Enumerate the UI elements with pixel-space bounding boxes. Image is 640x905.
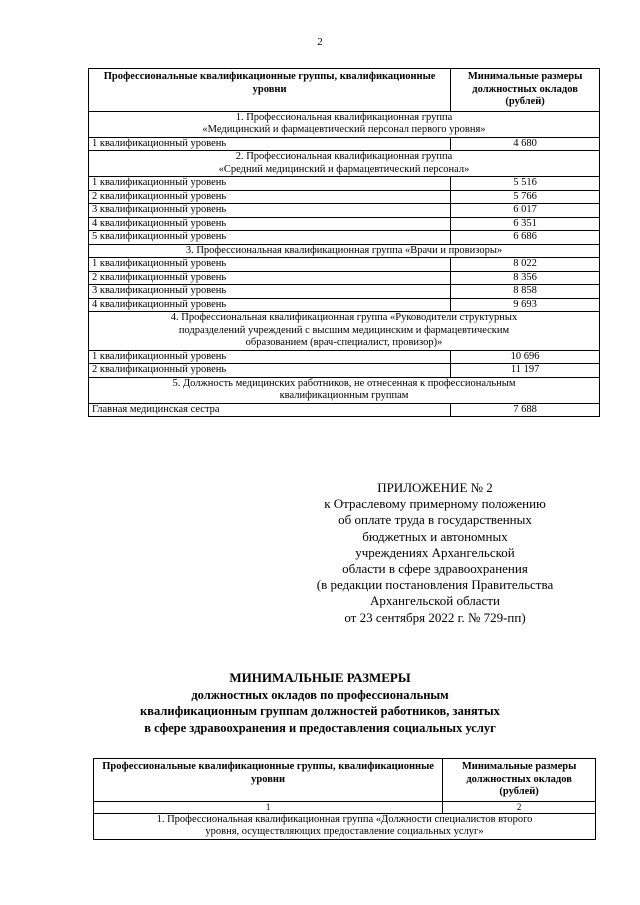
appendix-line: (в редакции постановления Правительства	[316, 577, 554, 593]
appendix-heading: ПРИЛОЖЕНИЕ № 2	[377, 480, 493, 495]
table-header-row	[89, 69, 600, 112]
level-cell: 4 квалификационный уровень	[89, 298, 451, 312]
table-row	[89, 403, 600, 417]
group-title-line: 5. Должность медицинских работников, не отнесенная к профессиональным	[172, 377, 516, 389]
group-title-line: 1. Профессиональная квалификационная группа «Должности специалистов второго	[156, 813, 533, 825]
group-title-row	[94, 813, 596, 839]
appendix-line: к Отраслевому примерному положению	[324, 496, 546, 512]
group-title-row	[89, 111, 600, 137]
group-title-line: подразделений учреждений с высшим медицинским и фармацевтическим	[178, 324, 510, 336]
column-number: 1	[94, 801, 443, 813]
group-title	[94, 813, 596, 839]
level-cell: 1 квалификационный уровень	[89, 350, 451, 364]
title-main: МИНИМАЛЬНЫЕ РАЗМЕРЫ	[229, 670, 411, 685]
group-title-row	[89, 312, 600, 351]
group-title-line: «Медицинский и фармацевтический персонал первого уровня»	[202, 124, 486, 135]
group-title	[89, 377, 600, 403]
group-title-row	[89, 244, 600, 258]
table-row	[89, 271, 600, 285]
salary-cell: 8 858	[451, 285, 600, 299]
table-row	[89, 231, 600, 245]
level-cell: 4 квалификационный уровень	[89, 217, 451, 231]
table-row	[89, 285, 600, 299]
salary-table-health	[88, 68, 600, 417]
group-title	[89, 151, 600, 177]
table-row	[89, 190, 600, 204]
group-title-row	[89, 151, 600, 177]
appendix-line: бюджетных и автономных	[362, 528, 508, 544]
column-number-row	[94, 801, 596, 813]
group-title-line: 2. Профессиональная квалификационная группа	[235, 151, 453, 162]
column-number: 2	[443, 801, 596, 813]
appendix-line: области в сфере здравоохранения	[342, 561, 528, 577]
salary-cell: 6 017	[451, 204, 600, 218]
level-cell: 5 квалификационный уровень	[89, 231, 451, 245]
table-row	[89, 204, 600, 218]
appendix-line: учреждениях Архангельской	[355, 544, 515, 560]
level-cell: 2 квалификационный уровень	[89, 271, 451, 285]
page-number: 2	[317, 36, 323, 48]
group-title	[89, 244, 600, 258]
group-title-line: образованием (врач-специалист, провизор)»	[245, 337, 443, 348]
level-cell: 2 квалификационный уровень	[89, 364, 451, 378]
salary-table-social	[93, 758, 596, 840]
group-title-line: 1. Профессиональная квалификационная группа	[235, 111, 453, 123]
table-row	[89, 137, 600, 151]
salary-cell: 9 693	[451, 298, 600, 312]
salary-cell: 6 686	[451, 231, 600, 245]
salary-cell: 6 351	[451, 217, 600, 231]
appendix-line: об оплате труда в государственных	[338, 512, 532, 528]
table-header-row	[94, 759, 596, 802]
salary-cell: 4 680	[451, 137, 600, 151]
table-row	[89, 217, 600, 231]
salary-cell: 8 022	[451, 258, 600, 272]
group-title-line: уровня, осуществляющих предоставление социальных услуг»	[205, 826, 484, 837]
table-row	[89, 258, 600, 272]
header-groups: Профессиональные квалификационные группы, квалификационные уровни	[89, 69, 451, 112]
title-line: в сфере здравоохранения и предоставления социальных услуг	[144, 720, 496, 735]
table-row	[89, 364, 600, 378]
appendix-line: от 23 сентября 2022 г. № 729-пп)	[344, 609, 526, 625]
title-line: должностных окладов по профессиональным	[191, 687, 449, 702]
salary-cell: 11 197	[451, 364, 600, 378]
header-groups: Профессиональные квалификационные группы, квалификационные уровни	[94, 759, 443, 802]
title-line: квалификационным группам должностей работников, занятых	[140, 704, 500, 718]
salary-cell: 5 516	[451, 177, 600, 191]
table-row	[89, 350, 600, 364]
group-title	[89, 111, 600, 137]
level-cell: 3 квалификационный уровень	[89, 285, 451, 299]
level-cell: 2 квалификационный уровень	[89, 190, 451, 204]
level-cell: Главная медицинская сестра	[89, 403, 451, 417]
table-body	[89, 111, 600, 417]
header-salaries: Минимальные размеры должностных окладов (рублей)	[451, 69, 600, 112]
salary-cell: 5 766	[451, 190, 600, 204]
salary-cell: 7 688	[451, 403, 600, 417]
level-cell: 1 квалификационный уровень	[89, 137, 451, 151]
table-row	[89, 177, 600, 191]
title-subtitle	[60, 687, 580, 737]
level-cell: 1 квалификационный уровень	[89, 177, 451, 191]
group-title	[89, 312, 600, 351]
group-title-row	[89, 377, 600, 403]
level-cell: 1 квалификационный уровень	[89, 258, 451, 272]
salary-cell: 8 356	[451, 271, 600, 285]
appendix-block	[300, 480, 570, 626]
group-title-line: квалификационным группам	[279, 390, 409, 401]
appendix-line: Архангельской области	[370, 593, 500, 609]
group-title-line: 4. Профессиональная квалификационная группа «Руководители структурных	[170, 312, 518, 323]
table-row	[89, 298, 600, 312]
document-title	[60, 670, 580, 736]
group-title-line: 3. Профессиональная квалификационная группа «Врачи и провизоры»	[185, 244, 503, 256]
header-salaries: Минимальные размеры должностных окладов (рублей)	[443, 759, 596, 802]
group-title-line: «Средний медицинский и фармацевтический персонал»	[218, 163, 470, 175]
level-cell: 3 квалификационный уровень	[89, 204, 451, 218]
salary-cell: 10 696	[451, 350, 600, 364]
